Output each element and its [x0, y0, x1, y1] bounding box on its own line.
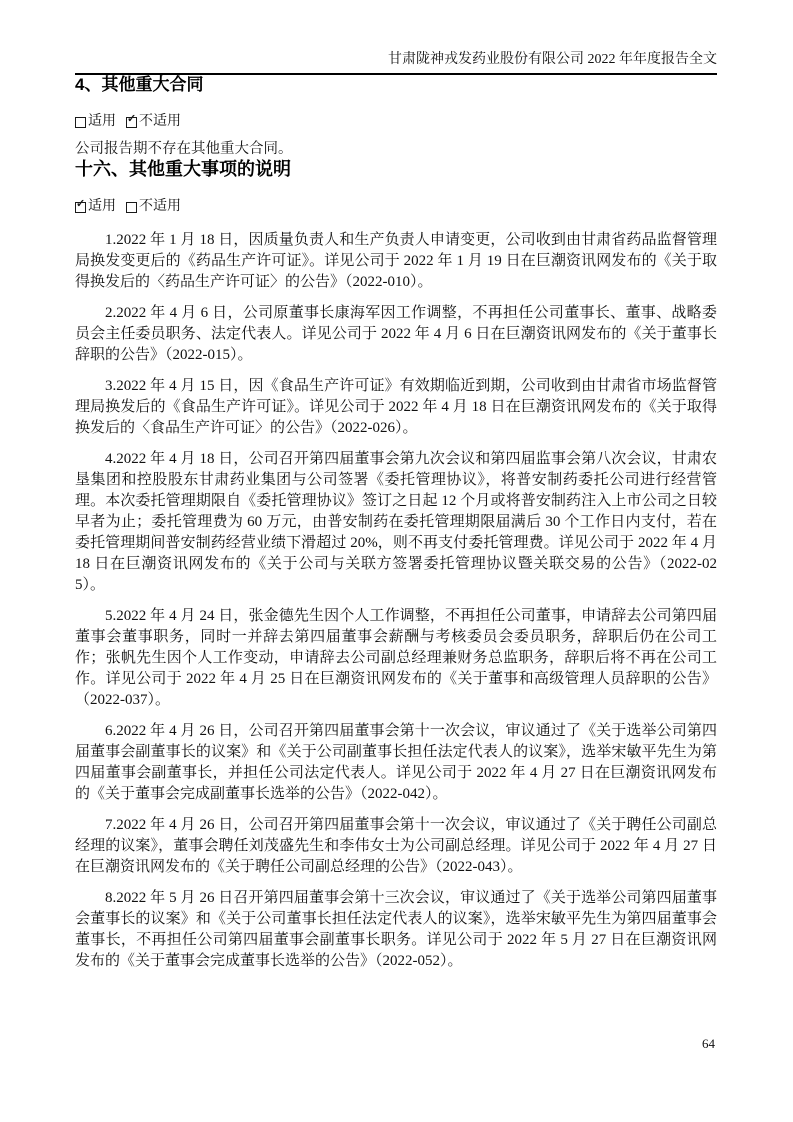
event-paragraph-6: 6.2022 年 4 月 26 日，公司召开第四届董事会第十一次会议，审议通过了《关于选举公司第四届董事会副董事长的议案》和《关于公司副董事长担任法定代表人的议案》，选举宋敏平先生为第四届董事会副董事长，并担任公司法定代表人。详见公司于 2022 年 4 月 27 日在巨潮资讯网发布的《关于董事会完成副董事长选举的公告》（2022-042）。	[75, 723, 717, 802]
event-paragraph-4: 4.2022 年 4 月 18 日，公司召开第四届董事会第九次会议和第四届监事会第八次会议，甘肃农垦集团和控股股东甘肃药业集团与公司签署《委托管理协议》，将普安制药委托公司进行经营管理。本次委托管理期限自《委托管理协议》签订之日起 12 个月或将普安制药注入上市公司之日较早者为止；委托管理费为 60 万元，由普安制药在委托管理期限届满后 30 个工作日内支付，若在委托管理期间普安制药经营业绩下滑超过 20%，则不再支付委托管理费。详见公司于 2022 年 4 月 18 日在巨潮资讯网发布的《关于公司与关联方签署委托管理协议暨关联交易的公告》（2022-025）。	[75, 451, 717, 593]
checkbox-checked-icon	[126, 112, 137, 128]
header-title: 甘肃陇神戎发药业股份有限公司 2022 年年度报告全文	[388, 52, 717, 67]
section16-applicable-option	[75, 198, 116, 216]
applicable-label: 适用	[88, 114, 116, 129]
section4-applicable-option	[75, 113, 116, 131]
event-paragraph-8: 8.2022 年 5 月 26 日召开第四届董事会第十三次会议，审议通过了《关于选举公司第四届董事会董事长的议案》和《关于公司董事长担任法定代表人的议案》，选举宋敏平先生为第四届董事会董事长，不再担任公司第四届董事会副董事长职务。详见公司于 2022 年 5 月 27 日在巨潮资讯网发布的《关于董事会完成董事长选举的公告》（2022-052）。	[75, 890, 717, 969]
checkbox-unchecked-icon	[126, 202, 137, 213]
section4-not-applicable-option	[126, 113, 181, 131]
section16-applicability	[75, 198, 717, 216]
event-paragraph-7: 7.2022 年 4 月 26 日，公司召开第四届董事会第十一次会议，审议通过了《关于聘任公司副总经理的议案》，董事会聘任刘茂盛先生和李伟女士为公司副总经理。详见公司于 2022 年 4 月 27 日在巨潮资讯网发布的《关于聘任公司副总经理的公告》（2022-043）。	[75, 817, 717, 875]
applicable-label: 适用	[88, 199, 116, 214]
not-applicable-label: 不适用	[139, 114, 181, 129]
section-4-heading: 4、其他重大合同	[75, 75, 204, 94]
page-number: 64	[702, 1036, 715, 1051]
check-mark-icon: ✓	[76, 197, 86, 210]
checkbox-checked-icon	[75, 197, 86, 213]
section16-not-applicable-option	[126, 198, 181, 216]
check-mark-icon: ✓	[127, 112, 137, 125]
not-applicable-label: 不适用	[139, 199, 181, 214]
event-paragraph-1: 1.2022 年 1 月 18 日，因质量负责人和生产负责人申请变更，公司收到由甘肃省药品监督管理局换发变更后的《药品生产许可证》。详见公司于 2022 年 1 月 19 日在巨潮资讯网发布的《关于取得换发后的〈药品生产许可证〉的公告》（2022-010）。	[75, 232, 717, 290]
page-content	[75, 50, 717, 972]
page-header	[75, 50, 717, 75]
section4-applicability	[75, 113, 717, 131]
page-footer	[702, 1036, 715, 1052]
checkbox-unchecked-icon	[75, 117, 86, 128]
event-paragraph-3: 3.2022 年 4 月 15 日，因《食品生产许可证》有效期临近到期，公司收到由甘肃省市场监督管理局换发后的《食品生产许可证》。详见公司于 2022 年 4 月 18 日在巨潮资讯网发布的《关于取得换发后的〈食品生产许可证〉的公告》（2022-026）。	[75, 378, 717, 436]
section-16-heading: 十六、其他重大事项的说明	[75, 159, 291, 179]
section4-note: 公司报告期不存在其他重大合同。	[75, 141, 293, 157]
event-paragraph-5: 5.2022 年 4 月 24 日，张金德先生因个人工作调整，不再担任公司董事，申请辞去公司第四届董事会董事职务，同时一并辞去第四届董事会薪酬与考核委员会委员职务，辞职后仍在公司工作；张帆先生因个人工作变动，申请辞去公司副总经理兼财务总监职务，辞职后将不再在公司工作。详见公司于 2022 年 4 月 25 日在巨潮资讯网发布的《关于董事和高级管理人员辞职的公告》（2022-037）。	[75, 608, 717, 708]
event-paragraph-2: 2.2022 年 4 月 6 日，公司原董事长康海军因工作调整，不再担任公司董事长、董事、战略委员会主任委员职务、法定代表人。详见公司于 2022 年 4 月 6 日在巨潮资讯网发布的《关于董事长辞职的公告》（2022-015）。	[75, 305, 717, 363]
